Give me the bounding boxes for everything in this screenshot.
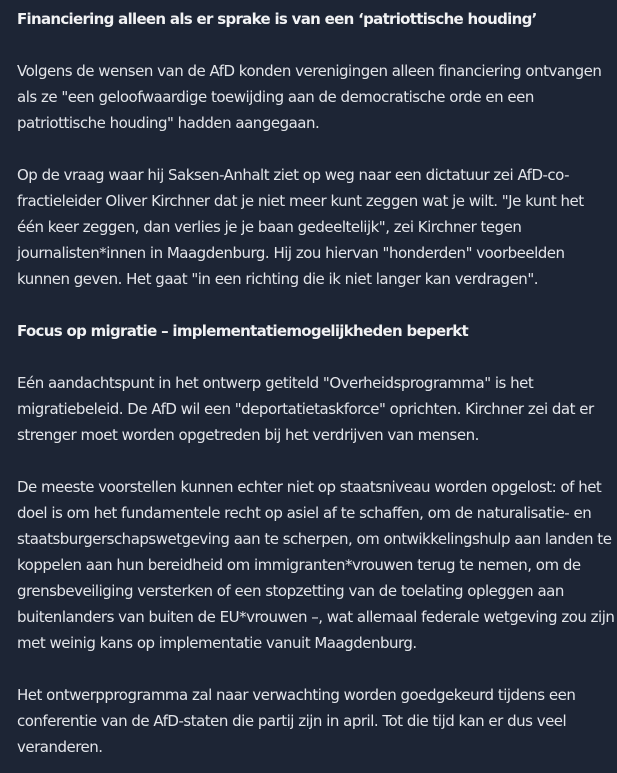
text-line: Op de vraag waar hij Saksen-Anhalt ziet op weg naar een dictatuur zei AfD-co- <box>17 166 570 184</box>
text-line: staatsburgerschapswetgeving aan te scherpen, om ontwikkelingshulp aan landen te <box>17 530 612 548</box>
text-line: doel is om het fundamentele recht op asiel af te schaffen, om de naturalisatie- en <box>17 504 592 522</box>
section-heading-financiering: Financiering alleen als er sprake is van een ‘patriottische houding’ <box>17 10 537 28</box>
text-line: met weinig kans op implementatie vanuit Maagdenburg. <box>17 634 417 652</box>
spacer <box>17 136 617 162</box>
paragraph-kirchner-dictatuur <box>17 162 617 292</box>
spacer <box>17 448 617 474</box>
paragraph-staatsniveau <box>17 474 617 656</box>
text-line: strenger moet worden opgetreden bij het verdrijven van mensen. <box>17 426 479 444</box>
paragraph-migratiebeleid <box>17 370 617 448</box>
text-line: migratiebeleid. De AfD wil een "deportatietaskforce" oprichten. Kirchner zei dat er <box>17 400 594 418</box>
text-line: Eén aandachtspunt in het ontwerp getiteld "Overheidsprogramma" is het <box>17 374 534 392</box>
text-line: één keer zeggen, dan verlies je je baan gedeeltelijk", zei Kirchner tegen <box>17 218 522 236</box>
text-line: koppelen aan hun bereidheid om immigranten*vrouwen terug te nemen, om de <box>17 556 581 574</box>
text-line: fractieleider Oliver Kirchner dat je niet meer kunt zeggen wat je wilt. "Je kunt het <box>17 192 584 210</box>
text-line: veranderen. <box>17 738 103 756</box>
text-line: als ze "een geloofwaardige toewijding aan de democratische orde en een <box>17 88 534 106</box>
spacer <box>17 656 617 682</box>
section-heading-migratie: Focus op migratie – implementatiemogelijkheden beperkt <box>17 322 468 340</box>
text-line: De meeste voorstellen kunnen echter niet op staatsniveau worden opgelost: of het <box>17 478 602 496</box>
paragraph-verenigingen <box>17 58 617 136</box>
paragraph-ontwerpprogramma <box>17 682 617 760</box>
text-line: journalisten*innen in Maagdenburg. Hij zou hiervan "honderden" voorbeelden <box>17 244 565 262</box>
spacer <box>17 32 617 58</box>
text-line: buitenlanders van buiten de EU*vrouwen –, wat allemaal federale wetgeving zou zijn <box>17 608 615 626</box>
text-line: conferentie van de AfD-staten die partij zijn in april. Tot die tijd kan er dus veel <box>17 712 567 730</box>
text-line: patriottische houding" hadden aangegaan. <box>17 114 320 132</box>
text-line: Het ontwerpprogramma zal naar verwachting worden goedgekeurd tijdens een <box>17 686 576 704</box>
text-line: grensbeveiliging versterken of een stopzetting van de toelating opleggen aan <box>17 582 564 600</box>
text-line: Volgens de wensen van de AfD konden verenigingen alleen financiering ontvangen <box>17 62 602 80</box>
text-line: kunnen geven. Het gaat "in een richting die ik niet langer kan verdragen". <box>17 270 538 288</box>
spacer <box>17 292 617 318</box>
spacer <box>17 344 617 370</box>
